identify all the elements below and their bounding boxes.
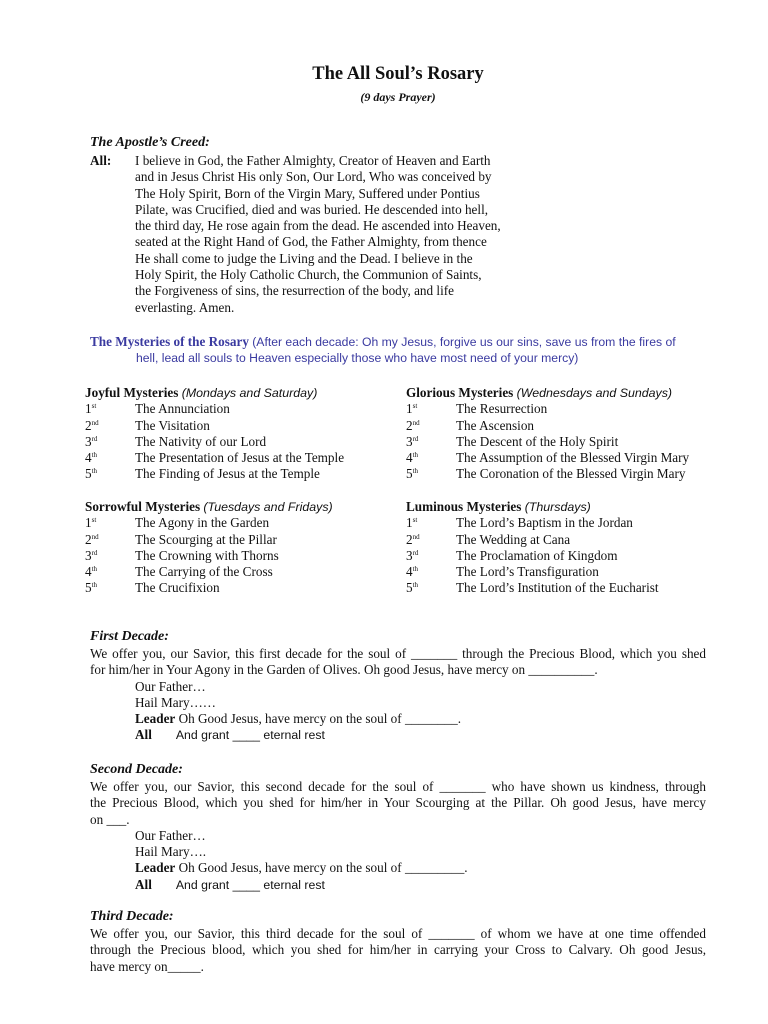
creed-line: seated at the Right Hand of God, the Father Almighty, from thence [135,234,487,250]
luminous-mysteries [406,499,736,597]
second-decade-heading: Second Decade: [90,762,183,777]
group-days: (Tuesdays and Fridays) [203,500,333,514]
document-title: The All Soul’s Rosary [312,64,484,84]
mysteries-title: The Mysteries of the Rosary [90,334,249,349]
mystery-item: 3rd The Proclamation of Kingdom [406,547,618,563]
mystery-item: 4th The Presentation of Jesus at the Temple [85,450,345,466]
second-decade [90,779,706,893]
creed-text [135,153,535,316]
joyful-mysteries [85,385,415,483]
mystery-item: 2nd The Visitation [85,417,210,433]
group-days: (Thursdays) [524,500,591,514]
all-response: All And grant ____ eternal rest [135,876,325,892]
decade-offering: We offer you, our Savior, this first decade for the soul of _______ through the Precious Blood, which you shed for him/her in Your Agony in the Garden of Olives. Oh good Jesus, have mercy on __________. [90,646,706,678]
creed-line: I believe in God, the Father Almighty, Creator of Heaven and Earth [135,153,491,168]
mysteries-intro [90,334,676,367]
third-decade [90,926,706,975]
mystery-item: 1st The Agony in the Garden [85,515,270,531]
our-father-line: Our Father… [135,827,206,843]
hail-mary-line: Hail Mary…… [135,694,216,710]
mysteries-note-cont: hell, lead all souls to Heaven especially those who have most need of your mercy) [136,351,579,366]
mysteries-note: (After each decade: Oh my Jesus, forgive us our sins, save us from the fires of [252,335,676,349]
document-subtitle: (9 days Prayer) [360,90,436,104]
decade-offering: We offer you, our Savior, this third decade for the soul of _______ of whom we have at one time offended through the Precious blood, which you shed for him/her in carrying your Cross to Calvary. Oh good Jesus, have mercy on_____. [90,926,706,974]
group-name: Sorrowful Mysteries [85,499,201,514]
mystery-item: 5th The Lord’s Institution of the Eucharist [406,580,659,596]
mystery-item: 1st The Annunciation [85,401,230,417]
creed-line: everlasting. Amen. [135,299,235,315]
creed-speaker-label: All: [90,153,112,168]
leader-response: Leader Oh Good Jesus, have mercy on the soul of _________. [135,860,468,876]
creed-line: Pilate, was Crucified, died and was buried. He descended into hell, [135,201,489,217]
mystery-item: 2nd The Scourging at the Pillar [85,531,277,547]
first-decade [90,646,706,744]
mystery-item: 5th The Coronation of the Blessed Virgin Mary [406,466,686,482]
first-decade-heading: First Decade: [90,629,169,644]
mystery-item: 2nd The Ascension [406,417,535,433]
mystery-item: 4th The Assumption of the Blessed Virgin Mary [406,450,690,466]
third-decade-heading: Third Decade: [90,909,174,924]
mystery-item: 5th The Crucifixion [85,580,220,596]
creed-line: and in Jesus Christ His only Son, Our Lord, Who was conceived by [135,169,492,185]
mystery-item: 4th The Lord’s Transfiguration [406,564,599,580]
mystery-item: 2nd The Wedding at Cana [406,531,571,547]
all-response: All And grant ____ eternal rest [135,727,325,743]
decade-offering: We offer you, our Savior, this second decade for the soul of _______ who have shown us kindness, through the Precious Blood, which you shed for him/her in Your Scourging at the Pillar. Oh good Jesus, have mercy on ___. [90,779,706,827]
group-name: Glorious Mysteries [406,385,514,400]
group-name: Luminous Mysteries [406,499,522,514]
mystery-item: 5th The Finding of Jesus at the Temple [85,466,320,482]
creed-line: the Forgiveness of sins, the resurrection of the body, and life [135,283,454,299]
mystery-item: 3rd The Crowning with Thorns [85,547,279,563]
our-father-line: Our Father… [135,678,206,694]
sorrowful-mysteries [85,499,415,597]
mystery-item: 1st The Resurrection [406,401,548,417]
group-name: Joyful Mysteries [85,385,179,400]
leader-response: Leader Oh Good Jesus, have mercy on the soul of ________. [135,711,461,727]
mystery-item: 1st The Lord’s Baptism in the Jordan [406,515,633,531]
mystery-item: 4th The Carrying of the Cross [85,564,273,580]
mystery-item: 3rd The Nativity of our Lord [85,433,267,449]
creed-line: Holy Spirit, the Holy Catholic Church, the Communion of Saints, [135,267,482,283]
group-days: (Wednesdays and Sundays) [516,386,673,400]
glorious-mysteries [406,385,736,483]
mystery-item: 3rd The Descent of the Holy Spirit [406,433,619,449]
creed-line: He shall come to judge the Living and the Dead. I believe in the [135,250,473,266]
creed-heading: The Apostle’s Creed: [90,135,210,150]
hail-mary-line: Hail Mary…. [135,844,207,860]
creed-line: the third day, He rose again from the dead. He ascended into Heaven, [135,218,501,234]
group-days: (Mondays and Saturday) [181,386,318,400]
creed-line: The Holy Spirit, Born of the Virgin Mary, Suffered under Pontius [135,185,480,201]
